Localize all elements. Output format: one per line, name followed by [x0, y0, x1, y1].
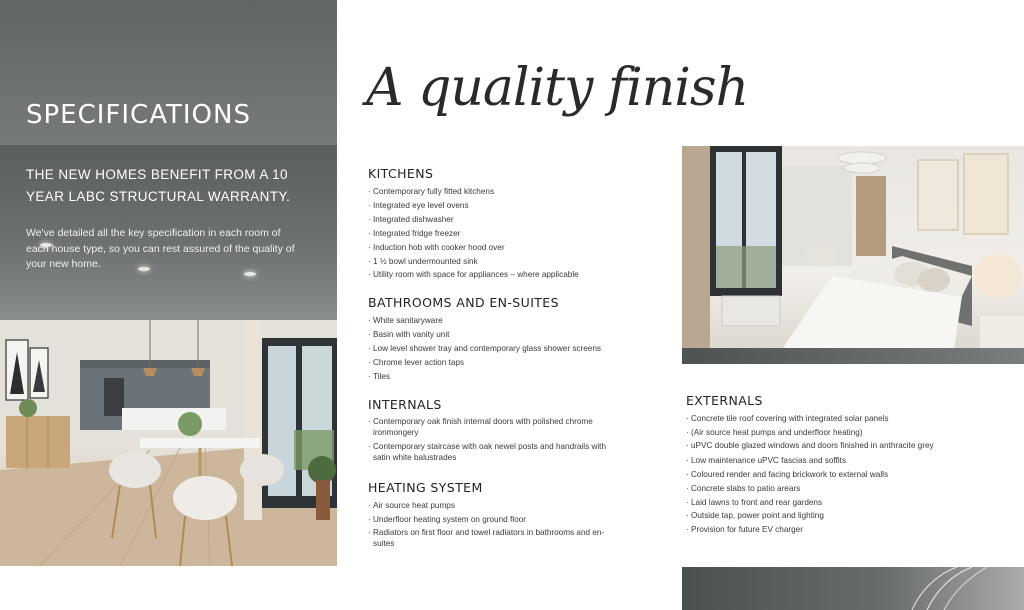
list-item: · Induction hob with cooker hood over: [368, 241, 668, 255]
list-item: · 1 ½ bowl undermounted sink: [368, 255, 668, 269]
section-title: INTERNALS: [368, 397, 442, 412]
list-item: · Integrated dishwasher: [368, 213, 668, 227]
section-internals: [368, 397, 618, 466]
list-item: · Integrated fridge freezer: [368, 227, 668, 241]
list-item: · Contemporary fully fitted kitchens: [368, 185, 668, 199]
intro-text: We've detailed all the key specification in each room of each house type, so you can rest assured of the quality of your new home.: [26, 227, 295, 270]
list-item: · Outside tap, power point and lighting: [686, 509, 936, 523]
list-item: · (Air source heat pumps and underfloor heating): [686, 426, 936, 440]
section-title: EXTERNALS: [686, 393, 763, 408]
footer-band: [682, 567, 1024, 610]
spec-list: [368, 185, 668, 282]
section-externals: [686, 393, 936, 537]
list-item: · Radiators on first floor and towel radiators in bathrooms and en-suites: [368, 527, 608, 549]
section-title: BATHROOMS AND EN-SUITES: [368, 295, 559, 310]
list-item: · Air source heat pumps: [368, 499, 608, 513]
list-item: · Concrete slabs to patio arears: [686, 482, 936, 496]
script-heading: A quality finish: [366, 58, 749, 118]
bedroom-photo: [682, 146, 1024, 364]
list-item: · Provision for future EV charger: [686, 523, 936, 537]
section-heating: [368, 480, 608, 552]
section-kitchens: [368, 166, 668, 282]
list-item: · Utility room with space for appliances – where applicable: [368, 268, 668, 282]
downlight-icon: [244, 272, 256, 276]
spec-list: [368, 416, 618, 463]
decorative-swirl: [682, 567, 1024, 610]
spec-list: [368, 314, 668, 384]
list-item: · Concrete tile roof covering with integrated solar panels: [686, 412, 936, 426]
list-item: · Contemporary oak finish internal doors with polished chrome ironmongery: [368, 416, 618, 438]
section-title: KITCHENS: [368, 166, 434, 181]
list-item: · Underfloor heating system on ground floor: [368, 513, 608, 527]
left-panel: [0, 0, 337, 566]
section-title: HEATING SYSTEM: [368, 480, 483, 495]
list-item: · White sanitaryware: [368, 314, 668, 328]
photo-caption-band: [682, 348, 1024, 364]
spec-list: [368, 499, 608, 549]
spec-list: [686, 412, 936, 537]
page-title: SPECIFICATIONS: [26, 100, 251, 130]
list-item: · uPVC double glazed windows and doors finished in anthracite grey: [686, 440, 936, 451]
list-item: · Tiles: [368, 370, 668, 384]
section-bathrooms: [368, 295, 668, 384]
list-item: · Contemporary staircase with oak newel posts and handrails with satin white balustrades: [368, 441, 618, 463]
bedroom-illustration: [682, 146, 1024, 364]
list-item: · Basin with vanity unit: [368, 328, 668, 342]
warranty-statement: THE NEW HOMES BENEFIT FROM A 10 YEAR LABC STRUCTURAL WARRANTY.: [26, 167, 291, 204]
list-item: · Integrated eye level ovens: [368, 199, 668, 213]
list-item: · Laid lawns to front and rear gardens: [686, 496, 936, 510]
list-item: · Low level shower tray and contemporary glass shower screens: [368, 342, 668, 356]
kitchen-illustration: [0, 320, 337, 566]
kitchen-photo: [0, 320, 337, 566]
list-item: · Coloured render and facing brickwork to external walls: [686, 468, 936, 482]
list-item: · Chrome lever action taps: [368, 356, 668, 370]
list-item: · Low maintenance uPVC fascias and soffits: [686, 454, 936, 468]
